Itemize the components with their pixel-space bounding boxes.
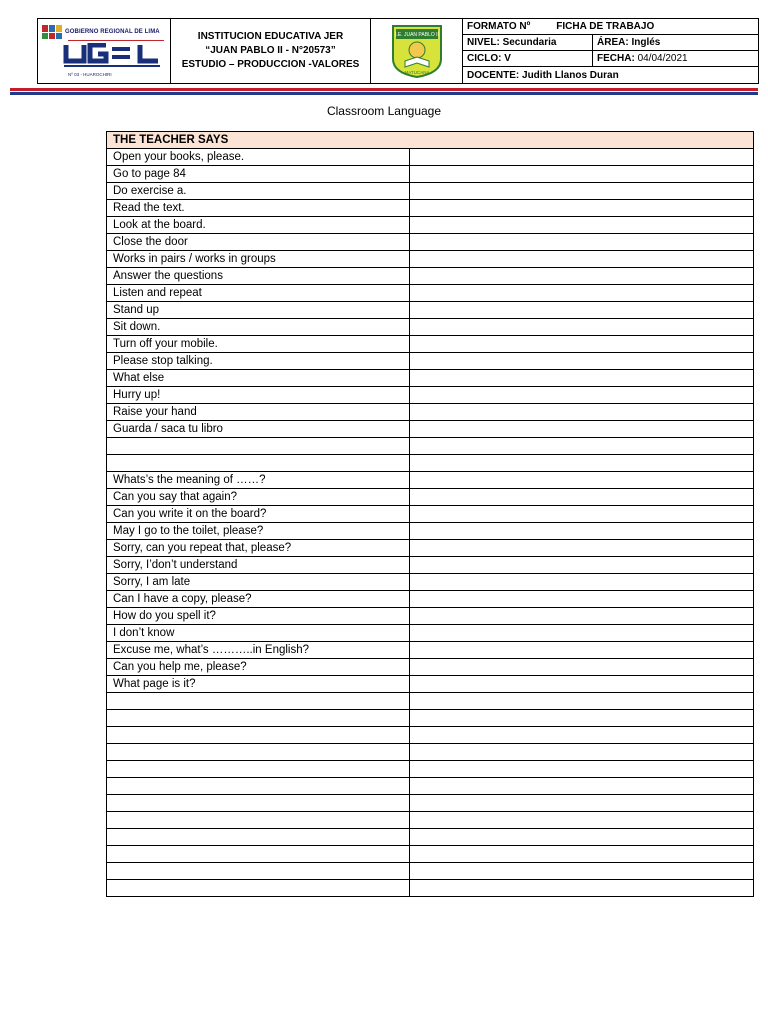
table-row [107,659,754,676]
table-row [107,149,754,166]
phrase-cell [107,727,410,744]
ugel-logo [38,19,171,83]
table-row [107,778,754,795]
answer-cell[interactable] [410,591,754,608]
area-value: Inglés [631,37,661,48]
answer-cell[interactable] [410,285,754,302]
phrase-cell [107,829,410,846]
table-row [107,523,754,540]
ugel-wordmark-icon [62,43,166,71]
phrase-cell [107,778,410,795]
table-row [107,302,754,319]
table-row [107,455,754,472]
phrase-cell: Whats’s the meaning of ……? [107,472,410,489]
logo-divider [68,40,164,41]
phrase-cell [107,744,410,761]
classroom-language-table [106,131,754,897]
table-row [107,727,754,744]
phrase-cell: Guarda / saca tu libro [107,421,410,438]
phrase-cell: Excuse me, what’s ………..in English? [107,642,410,659]
phrase-cell [107,880,410,897]
answer-cell[interactable] [410,319,754,336]
table-row [107,795,754,812]
table-row [107,591,754,608]
fecha-label: FECHA: [597,53,635,64]
phrase-cell: Close the door [107,234,410,251]
answer-cell[interactable] [410,268,754,285]
table-row [107,846,754,863]
nivel-label: NIVEL: [467,37,500,48]
table-row [107,625,754,642]
phrase-cell: Stand up [107,302,410,319]
answer-cell[interactable] [410,489,754,506]
answer-cell[interactable] [410,234,754,251]
answer-cell[interactable] [410,183,754,200]
answer-cell[interactable] [410,336,754,353]
nivel-cell [463,35,593,51]
answer-cell[interactable] [410,676,754,693]
formato-value: FICHA DE TRABAJO [556,21,655,32]
table-row [107,472,754,489]
table-row [107,268,754,285]
phrase-cell: I don’t know [107,625,410,642]
answer-cell[interactable] [410,200,754,217]
table-row [107,863,754,880]
answer-cell[interactable] [410,795,754,812]
table-row [107,574,754,591]
answer-cell[interactable] [410,574,754,591]
table-header-row [107,132,754,149]
table-row [107,217,754,234]
header-stripe-blue [10,92,758,95]
table-row [107,489,754,506]
table-header-cell: THE TEACHER SAYS [107,132,754,149]
seal-bottom-text: MATUCANA [404,70,429,75]
phrase-cell [107,846,410,863]
answer-cell[interactable] [410,455,754,472]
docente-label: DOCENTE: [467,69,520,81]
page-title: Classroom Language [326,104,442,118]
table-row [107,336,754,353]
answer-cell[interactable] [410,523,754,540]
table-row [107,234,754,251]
ciclo-value: V [504,53,511,64]
phrase-cell: Can you help me, please? [107,659,410,676]
gobierno-regional-text: GOBIERNO REGIONAL DE LIMA [65,29,160,35]
regional-emblem-icon [42,25,62,39]
table-row [107,166,754,183]
school-seal [371,19,463,83]
table-row [107,693,754,710]
table-row [107,829,754,846]
table-row [107,251,754,268]
answer-cell[interactable] [410,659,754,676]
table-row [107,183,754,200]
institution-info [171,19,371,83]
nivel-value: Secundaria [502,37,557,48]
answer-cell[interactable] [410,302,754,319]
table-row [107,812,754,829]
area-cell [593,35,758,51]
phrase-cell: Turn off your mobile. [107,336,410,353]
answer-cell[interactable] [410,880,754,897]
phrase-cell: May I go to the toilet, please? [107,523,410,540]
phrase-cell: Read the text. [107,200,410,217]
phrase-cell: Works in pairs / works in groups [107,251,410,268]
answer-cell[interactable] [410,540,754,557]
answer-cell[interactable] [410,744,754,761]
phrase-cell: Can you write it on the board? [107,506,410,523]
phrase-cell [107,693,410,710]
answer-cell[interactable] [410,438,754,455]
docente-row [463,67,758,83]
table-row [107,319,754,336]
fecha-value: 04/04/2021 [637,53,688,64]
table-row [107,557,754,574]
table-row [107,404,754,421]
phrase-cell: Listen and repeat [107,285,410,302]
table-row [107,880,754,897]
phrase-cell [107,455,410,472]
answer-cell[interactable] [410,727,754,744]
institution-school: “JUAN PABLO II - N°20573” [205,45,336,56]
table-row [107,353,754,370]
answer-cell[interactable] [410,251,754,268]
answer-cell[interactable] [410,557,754,574]
phrase-cell [107,710,410,727]
answer-cell[interactable] [410,710,754,727]
phrase-cell: Open your books, please. [107,149,410,166]
ugel-subtitle: Nº 03 - HUAROCHIRI [68,72,112,77]
answer-cell[interactable] [410,217,754,234]
phrase-cell: Can you say that again? [107,489,410,506]
answer-cell[interactable] [410,149,754,166]
phrase-cell [107,761,410,778]
phrase-cell: Answer the questions [107,268,410,285]
phrase-cell: Sorry, I’don’t understand [107,557,410,574]
phrase-cell [107,438,410,455]
answer-cell[interactable] [410,353,754,370]
table-row [107,438,754,455]
table-row [107,608,754,625]
answer-cell[interactable] [410,846,754,863]
institution-motto: ESTUDIO – PRODUCCION -VALORES [181,59,360,70]
table-row [107,744,754,761]
answer-cell[interactable] [410,693,754,710]
table-row [107,506,754,523]
answer-cell[interactable] [410,642,754,659]
table-row [107,540,754,557]
phrase-cell [107,795,410,812]
phrase-cell [107,812,410,829]
gobierno-regional-logo [42,25,166,39]
worksheet-info [463,19,758,83]
formato-row [463,19,758,35]
phrase-cell: Go to page 84 [107,166,410,183]
phrase-cell: Please stop talking. [107,353,410,370]
answer-cell[interactable] [410,812,754,829]
table-row [107,676,754,693]
answer-cell[interactable] [410,761,754,778]
phrase-cell: Sorry, I am late [107,574,410,591]
institution-name: INSTITUCION EDUCATIVA JER [197,31,344,42]
table-row [107,761,754,778]
answer-cell[interactable] [410,625,754,642]
phrase-cell: Raise your hand [107,404,410,421]
phrase-cell: Look at the board. [107,217,410,234]
table-row [107,642,754,659]
table-row [107,710,754,727]
phrase-cell: Can I have a copy, please? [107,591,410,608]
answer-cell[interactable] [410,404,754,421]
phrase-cell: Sorry, can you repeat that, please? [107,540,410,557]
area-label: ÁREA: [597,37,629,48]
table-row [107,387,754,404]
answer-cell[interactable] [410,421,754,438]
ciclo-cell [463,51,593,67]
table-row [107,285,754,302]
answer-cell[interactable] [410,506,754,523]
fecha-cell [593,51,758,67]
table-row [107,421,754,438]
phrase-cell: How do you spell it? [107,608,410,625]
phrase-cell: What else [107,370,410,387]
answer-cell[interactable] [410,370,754,387]
phrase-cell: Do exercise a. [107,183,410,200]
formato-label: FORMATO Nº [467,21,531,32]
phrase-cell [107,863,410,880]
table-row [107,370,754,387]
answer-cell[interactable] [410,166,754,183]
answer-cell[interactable] [410,778,754,795]
document-header [37,18,759,84]
school-crest-icon [390,23,444,79]
answer-cell[interactable] [410,608,754,625]
phrase-cell: Hurry up! [107,387,410,404]
table-row [107,200,754,217]
ciclo-label: CICLO: [467,53,502,64]
phrase-cell: What page is it? [107,676,410,693]
answer-cell[interactable] [410,863,754,880]
header-stripe-red [10,88,758,91]
phrase-cell: Sit down. [107,319,410,336]
docente-value: Judith Llanos Duran [522,69,619,81]
answer-cell[interactable] [410,829,754,846]
answer-cell[interactable] [410,387,754,404]
seal-top-text: I.E. JUAN PABLO II [394,32,439,38]
answer-cell[interactable] [410,472,754,489]
